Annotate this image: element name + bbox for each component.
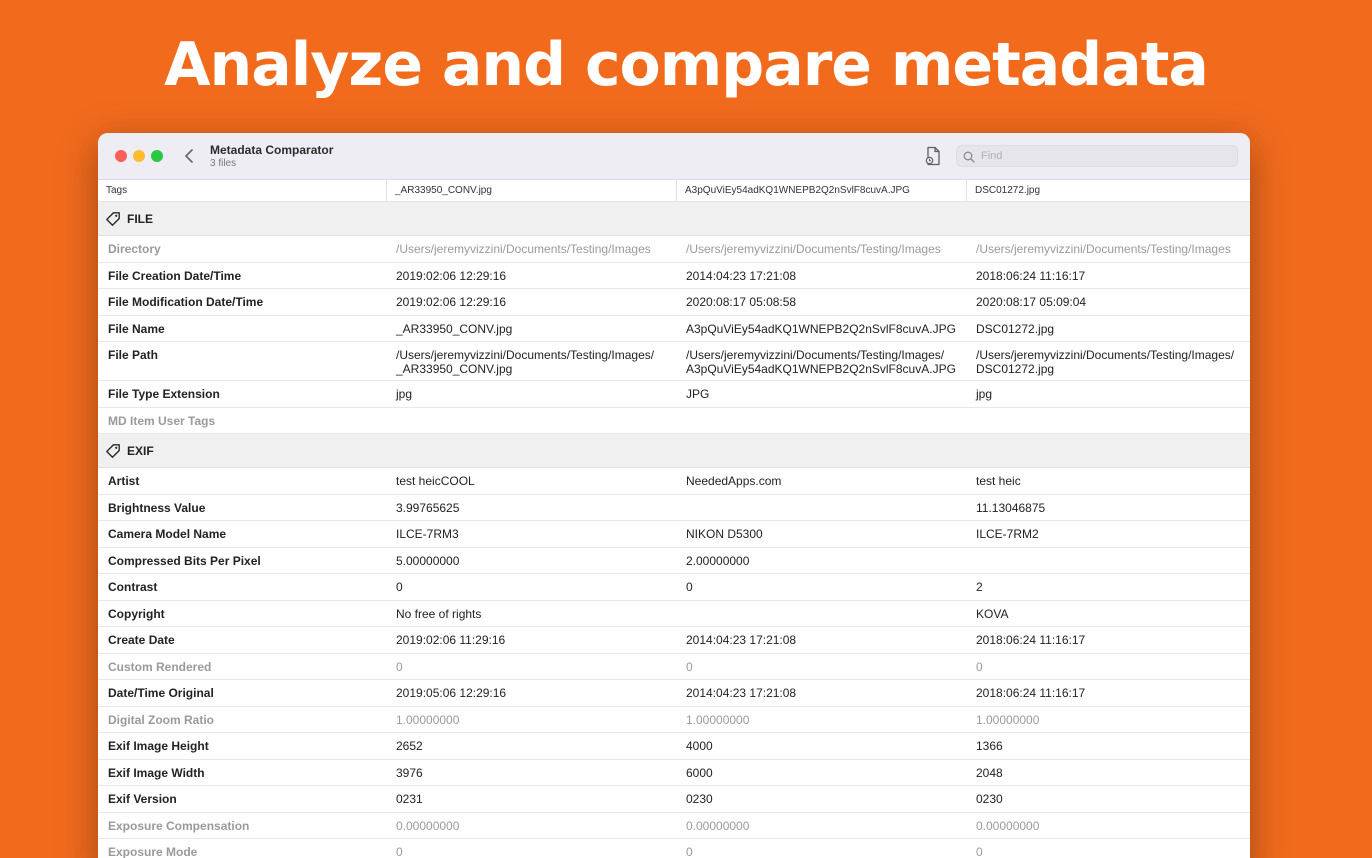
tag-value: test heic [976,474,1021,488]
close-window-button[interactable] [115,150,127,162]
tag-name: Contrast [108,580,158,594]
tag-icon [105,443,121,459]
minimize-window-button[interactable] [133,150,145,162]
tag-name: Compressed Bits Per Pixel [108,553,261,568]
tag-value: KOVA [976,606,1009,621]
table-row[interactable] [98,342,1250,381]
table-row[interactable] [98,263,1250,290]
table-row[interactable] [98,654,1250,681]
tag-name: Digital Zoom Ratio [108,712,214,727]
tag-value: _AR33950_CONV.jpg [396,321,513,336]
tag-name: Custom Rendered [108,659,212,674]
tag-value: 2652 [396,739,423,753]
tag-value: 3.99765625 [396,500,460,515]
table-row[interactable] [98,680,1250,707]
tag-value [966,408,1250,414]
tag-name: Directory [108,242,161,256]
tag-value: 2019:02:06 11:29:16 [396,633,506,647]
tag-name: File Path [108,348,159,362]
title-group [210,143,333,169]
tag-value: 11.13046875 [976,500,1046,515]
tag-value: ILCE-7RM2 [976,527,1039,541]
tag-value: 2019:02:06 12:29:16 [396,295,507,309]
tag-value: jpg [396,387,413,401]
section-title: FILE [127,211,153,226]
table-row[interactable] [98,813,1250,840]
tag-value: 0230 [686,792,713,806]
tag-value: 0.00000000 [686,818,750,833]
tag-name: Brightness Value [108,500,206,515]
section-header-exif[interactable] [98,434,1250,468]
tag-value: 0 [976,845,983,858]
tag-value: /Users/jeremyvizzini/Documents/Testing/Images/ A3pQuViEy54adKQ1WNEPB2Q2nSvlF8cuvA.JPG [686,348,956,376]
table-row[interactable] [98,627,1250,654]
tag-name: File Modification Date/Time [108,295,264,309]
app-window [98,133,1250,858]
table-row[interactable] [98,601,1250,628]
tag-name: Camera Model Name [108,527,227,541]
table-row[interactable] [98,548,1250,575]
tag-value: 2019:02:06 12:29:16 [396,268,507,283]
search-icon [963,151,975,163]
column-header-file-3[interactable]: DSC01272.jpg [966,180,1250,201]
tag-value: /Users/jeremyvizzini/Documents/Testing/Images [976,242,1231,256]
search-field[interactable] [956,145,1238,167]
tag-name: File Name [108,321,165,336]
search-input[interactable] [981,148,1231,164]
tag-value: ILCE-7RM3 [396,527,459,541]
tag-value: A3pQuViEy54adKQ1WNEPB2Q2nSvlF8cuvA.JPG [686,321,956,336]
tag-value: test heicCOOL [396,474,475,488]
tag-value: jpg [976,387,993,401]
tag-value: 0 [686,659,693,674]
table-row[interactable] [98,521,1250,548]
tag-value: 2020:08:17 05:08:58 [686,295,797,309]
tag-value: DSC01272.jpg [976,321,1055,336]
tag-value: 0 [976,659,983,674]
table-row[interactable] [98,760,1250,787]
table-row[interactable] [98,733,1250,760]
tag-value: 6000 [686,765,713,780]
tag-value: 1366 [976,739,1003,753]
tag-value: 5.00000000 [396,553,460,568]
tag-value: 2018:06:24 11:16:17 [976,686,1086,700]
tag-value: 1.00000000 [396,712,460,727]
tag-value [676,495,966,501]
tag-value: 2018:06:24 11:16:17 [976,633,1086,647]
tag-value: 1.00000000 [686,712,750,727]
tag-name: File Type Extension [108,387,220,401]
tag-value: 0 [396,659,403,674]
column-header-file-2[interactable]: A3pQuViEy54adKQ1WNEPB2Q2nSvlF8cuvA.JPG [676,180,966,201]
chevron-left-icon [182,145,198,167]
tag-value: 0.00000000 [396,818,460,833]
section-title: EXIF [127,443,154,458]
tag-name: File Creation Date/Time [108,268,242,283]
tag-value: 3976 [396,765,423,780]
tag-value: 0.00000000 [976,818,1040,833]
tag-value: 2.00000000 [686,553,750,568]
tag-value: 2018:06:24 11:16:17 [976,268,1086,283]
tag-name: Artist [108,474,140,488]
tag-name: Exif Image Height [108,739,209,753]
document-icon [924,146,942,166]
tag-value: 2014:04:23 17:21:08 [686,686,797,700]
tag-value: NIKON D5300 [686,527,763,541]
table-row[interactable] [98,495,1250,522]
tag-value: 2 [976,580,983,594]
export-button[interactable] [924,146,942,166]
table-row[interactable] [98,408,1250,435]
tag-name: MD Item User Tags [108,413,216,428]
titlebar [98,133,1250,180]
table-row[interactable] [98,236,1250,263]
tag-value: /Users/jeremyvizzini/Documents/Testing/Images [396,242,651,256]
tag-value: 2020:08:17 05:09:04 [976,295,1087,309]
tag-value: 0 [686,845,693,858]
tag-value: 0 [396,580,403,594]
tag-value [676,408,966,414]
tag-name: Create Date [108,633,175,647]
tag-name: Exif Version [108,792,177,806]
tag-name: Copyright [108,606,165,621]
tag-value: /Users/jeremyvizzini/Documents/Testing/Images/ DSC01272.jpg [976,348,1235,376]
tag-name: Exposure Compensation [108,818,250,833]
tag-name: Exposure Mode [108,845,198,858]
table-row[interactable] [98,381,1250,408]
table-row[interactable] [98,574,1250,601]
tag-value: 2019:05:06 12:29:16 [396,686,507,700]
tag-value: NeededApps.com [686,474,782,488]
tag-value [676,601,966,607]
tag-value: 2014:04:23 17:21:08 [686,633,797,647]
tag-value: No free of rights [396,606,482,621]
column-header [98,180,1250,202]
tag-value [386,408,676,414]
table-row[interactable] [98,289,1250,316]
tag-value: 0 [686,580,693,594]
tag-value: 1.00000000 [976,712,1040,727]
tag-value: /Users/jeremyvizzini/Documents/Testing/Images/ _AR33950_CONV.jpg [396,348,655,376]
section-header-file[interactable] [98,202,1250,236]
tag-name: Exif Image Width [108,765,205,780]
column-header-file-1[interactable]: _AR33950_CONV.jpg [386,180,676,201]
tag-value: JPG [686,387,710,401]
table-row[interactable] [98,786,1250,813]
tag-value: /Users/jeremyvizzini/Documents/Testing/Images [686,242,941,256]
column-header-tags[interactable]: Tags [106,185,128,196]
tag-value: 0231 [396,792,423,806]
tag-value [966,548,1250,554]
table-row[interactable] [98,316,1250,343]
tag-value: 2048 [976,765,1003,780]
tag-icon [105,211,121,227]
table-row[interactable] [98,707,1250,734]
headline: Analyze and compare metadata [164,30,1208,100]
table-row[interactable] [98,468,1250,495]
tag-value: 0230 [976,792,1003,806]
tag-value: 0 [396,845,403,858]
tag-name: Date/Time Original [108,686,214,700]
back-button[interactable] [182,145,198,167]
zoom-window-button[interactable] [151,150,163,162]
table-row[interactable] [98,839,1250,858]
tag-value: 2014:04:23 17:21:08 [686,268,797,283]
tag-value: 4000 [686,739,713,753]
window-title: Metadata Comparator [210,143,334,157]
metadata-table [98,202,1250,858]
file-count: 3 files [210,158,237,169]
